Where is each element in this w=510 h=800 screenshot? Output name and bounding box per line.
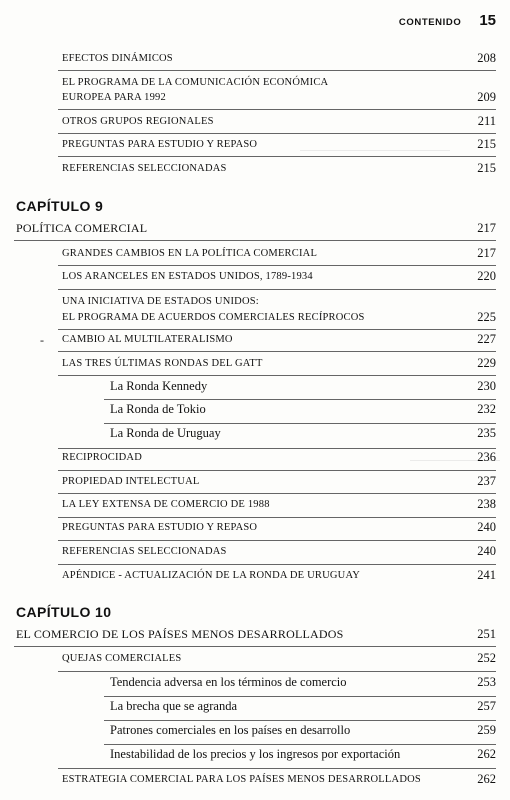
toc-entry[interactable] <box>0 161 510 181</box>
toc-entry-title: PREGUNTAS PARA ESTUDIO Y REPASO <box>62 139 258 150</box>
chapter-title: POLÍTICA COMERCIAL <box>16 221 148 235</box>
toc-entry-page: 229 <box>477 356 496 370</box>
toc-entry[interactable] <box>0 497 510 517</box>
toc-entry-title: EFECTOS DINÁMICOS <box>62 53 173 64</box>
toc-entry-title: LA LEY EXTENSA DE COMERCIO DE 1988 <box>62 499 270 510</box>
divider <box>58 265 496 266</box>
toc-entry[interactable] <box>0 114 510 134</box>
toc-entry-page: 227 <box>477 332 496 346</box>
toc-subentry[interactable] <box>0 426 510 446</box>
toc-entry-page: 251 <box>477 627 496 641</box>
toc-entry-title: ESTRATEGIA COMERCIAL PARA LOS PAÍSES MENOS DESARROLLADOS <box>62 774 421 785</box>
toc-entry-title: PROPIEDAD INTELECTUAL <box>62 476 200 487</box>
toc-subentry-title: La brecha que se agranda <box>110 699 238 713</box>
divider <box>58 70 496 71</box>
divider <box>58 768 496 769</box>
chapter-heading: CAPÍTULO 9 <box>16 198 104 214</box>
divider <box>104 720 496 721</box>
divider <box>58 289 496 290</box>
divider <box>58 671 496 672</box>
divider <box>58 493 496 494</box>
toc-entry-title: LOS ARANCELES EN ESTADOS UNIDOS, 1789-1934 <box>62 271 313 282</box>
divider <box>104 423 496 424</box>
divider <box>14 646 496 647</box>
toc-entry[interactable] <box>0 246 510 266</box>
toc-entry-page: 252 <box>477 651 496 665</box>
toc-subentry[interactable] <box>0 402 510 422</box>
divider <box>58 156 496 157</box>
toc-entry[interactable] <box>0 450 510 470</box>
toc-entry-page: 217 <box>477 221 496 235</box>
toc-entry-page: 259 <box>477 723 496 737</box>
toc-entry[interactable] <box>0 75 510 109</box>
toc-entry-page: 217 <box>477 246 496 260</box>
toc-entry-title: PREGUNTAS PARA ESTUDIO Y REPASO <box>62 522 258 533</box>
divider <box>58 448 496 449</box>
toc-entry-title: REFERENCIAS SELECCIONADAS <box>62 163 227 174</box>
toc-subentry-title: La Ronda de Tokio <box>110 402 206 416</box>
toc-entry[interactable] <box>0 137 510 157</box>
divider <box>104 399 496 400</box>
toc-subentry[interactable] <box>0 699 510 719</box>
chapter-title-entry[interactable] <box>0 626 510 646</box>
divider <box>58 564 496 565</box>
toc-entry[interactable] <box>0 651 510 671</box>
toc-entry-title: RECIPROCIDAD <box>62 452 142 463</box>
toc-entry-page: 262 <box>477 747 496 761</box>
toc-subentry-title: Tendencia adversa en los términos de comercio <box>110 675 347 689</box>
divider <box>58 470 496 471</box>
toc-entry-page: 225 <box>477 310 496 324</box>
divider <box>14 240 496 241</box>
toc-entry-page: 232 <box>477 402 496 416</box>
toc-entry-page: 215 <box>477 137 496 151</box>
toc-entry-title: EL PROGRAMA DE LA COMUNICACIÓN ECONÓMICA <box>62 77 329 88</box>
toc-entry-title: APÉNDICE - ACTUALIZACIÓN DE LA RONDA DE URUGUAY <box>62 570 361 581</box>
divider <box>104 744 496 745</box>
toc-subentry-title: La Ronda de Uruguay <box>110 426 221 440</box>
toc-entry[interactable] <box>0 51 510 71</box>
toc-entry[interactable] <box>0 269 510 289</box>
divider <box>58 329 496 330</box>
divider <box>58 351 496 352</box>
chapter-title-entry[interactable] <box>0 220 510 240</box>
toc-subentry-title: La Ronda Kennedy <box>110 379 208 393</box>
toc-entry-page: 240 <box>477 544 496 558</box>
toc-entry-title: GRANDES CAMBIOS EN LA POLÍTICA COMERCIAL <box>62 248 318 259</box>
divider <box>104 696 496 697</box>
toc-entry[interactable] <box>0 356 510 376</box>
divider <box>58 109 496 110</box>
toc-entry-page: 240 <box>477 520 496 534</box>
toc-entry-title: LAS TRES ÚLTIMAS RONDAS DEL GATT <box>62 358 263 369</box>
toc-entry[interactable] <box>0 568 510 588</box>
chapter-heading: CAPÍTULO 10 <box>16 604 112 620</box>
toc-entry[interactable] <box>0 294 510 328</box>
margin-mark: - <box>40 333 44 347</box>
toc-subentry-title: Inestabilidad de los precios y los ingresos por exportación <box>110 747 401 761</box>
toc-entry-title: CAMBIO AL MULTILATERALISMO <box>62 334 233 345</box>
toc-entry-page: 241 <box>477 568 496 582</box>
toc-entry-title: QUEJAS COMERCIALES <box>62 653 182 664</box>
toc-entry-page: 211 <box>477 114 496 128</box>
toc-entry[interactable] <box>0 520 510 540</box>
toc-subentry[interactable] <box>0 723 510 743</box>
divider <box>58 540 496 541</box>
toc-entry-page: 257 <box>477 699 496 713</box>
chapter-title: EL COMERCIO DE LOS PAÍSES MENOS DESARROLLADOS <box>16 627 344 641</box>
toc-entry-page: 237 <box>477 474 496 488</box>
toc-entry-title: UNA INICIATIVA DE ESTADOS UNIDOS: <box>62 296 259 307</box>
divider <box>58 375 496 376</box>
toc-entry-title-cont: EUROPEA PARA 1992 <box>62 92 166 103</box>
toc-entry-page: 230 <box>477 379 496 393</box>
toc-entry[interactable] <box>0 332 510 352</box>
toc-entry[interactable] <box>0 474 510 494</box>
divider <box>58 133 496 134</box>
toc-entry-title: OTROS GRUPOS REGIONALES <box>62 116 214 127</box>
running-head <box>399 12 496 29</box>
toc-subentry[interactable] <box>0 747 510 767</box>
toc-entry-page: 253 <box>477 675 496 689</box>
toc-entry[interactable] <box>0 544 510 564</box>
toc-entry-page: 215 <box>477 161 496 175</box>
toc-entry-page: 209 <box>477 90 496 104</box>
toc-subentry[interactable] <box>0 379 510 399</box>
toc-entry-page: 238 <box>477 497 496 511</box>
toc-entry[interactable] <box>0 772 510 792</box>
toc-subentry[interactable] <box>0 675 510 695</box>
toc-entry-title-cont: EL PROGRAMA DE ACUERDOS COMERCIALES RECÍPROCOS <box>62 312 365 323</box>
toc-entry-title: REFERENCIAS SELECCIONADAS <box>62 546 227 557</box>
divider <box>58 517 496 518</box>
toc-entry-page: 208 <box>477 51 496 65</box>
running-head-label: CONTENIDO <box>398 17 462 28</box>
toc-subentry-title: Patrones comerciales en los países en desarrollo <box>110 723 351 737</box>
toc-entry-page: 262 <box>477 772 496 786</box>
toc-entry-page: 220 <box>477 269 496 283</box>
toc-entry-page: 235 <box>477 426 496 440</box>
page-number: 15 <box>479 12 496 29</box>
toc-entry-page: 236 <box>477 450 496 464</box>
